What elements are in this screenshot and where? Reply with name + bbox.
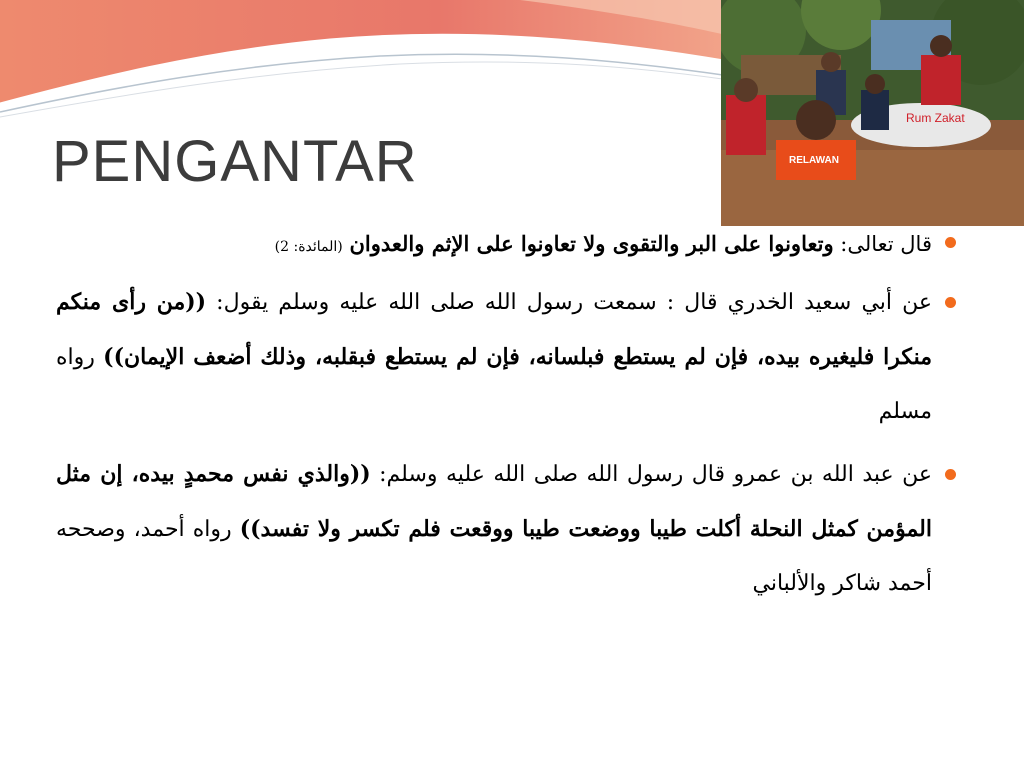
svg-text:RELAWAN: RELAWAN	[789, 155, 839, 166]
svg-text:Rum Zakat: Rum Zakat	[906, 111, 965, 125]
slide-title: PENGANTAR	[52, 129, 418, 194]
hadith-chain: عن أبي سعيد الخدري قال : سمعت رسول الله صلى الله عليه وسلم يقول:	[206, 290, 933, 315]
flood-rescue-photo	[721, 0, 1024, 226]
bullet-dot-icon	[945, 237, 956, 248]
bullet-dot-icon	[945, 469, 956, 480]
bullet-item-hadith-ahmad	[56, 447, 966, 611]
hadith-source: رواه أحمد، وصححه أحمد شاكر والألباني	[56, 517, 932, 596]
bullet-list	[56, 222, 966, 619]
hadith-source: رواه مسلم	[56, 345, 932, 424]
hadith-quote: ((والذي نفس محمدٍ بيده، إن مثل المؤمن كمثل النحلة أكلت طيبا ووضعت طيبا ووقعت فلم تكسر ولا تفسد))	[56, 461, 932, 542]
bullet-dot-icon	[945, 297, 956, 308]
verse-reference: (المائدة: 2)	[274, 239, 343, 255]
bullet-item-quran-verse	[56, 222, 966, 269]
hadith-chain: عن عبد الله بن عمرو قال رسول الله صلى الله عليه وسلم:	[370, 462, 932, 487]
bullet-item-hadith-muslim	[56, 275, 966, 439]
header-swoosh-decoration	[0, 0, 730, 120]
hadith-quote: ((من رأى منكم منكرا فليغيره بيده، فإن لم يستطع فبلسانه، فإن لم يستطع فبقلبه، وذلك أضعف الإيمان))	[56, 289, 932, 370]
verse-quote: وتعاونوا على البر والتقوى ولا تعاونوا على الإثم والعدوان	[349, 231, 834, 256]
bullet-intro: قال تعالى:	[833, 232, 932, 256]
